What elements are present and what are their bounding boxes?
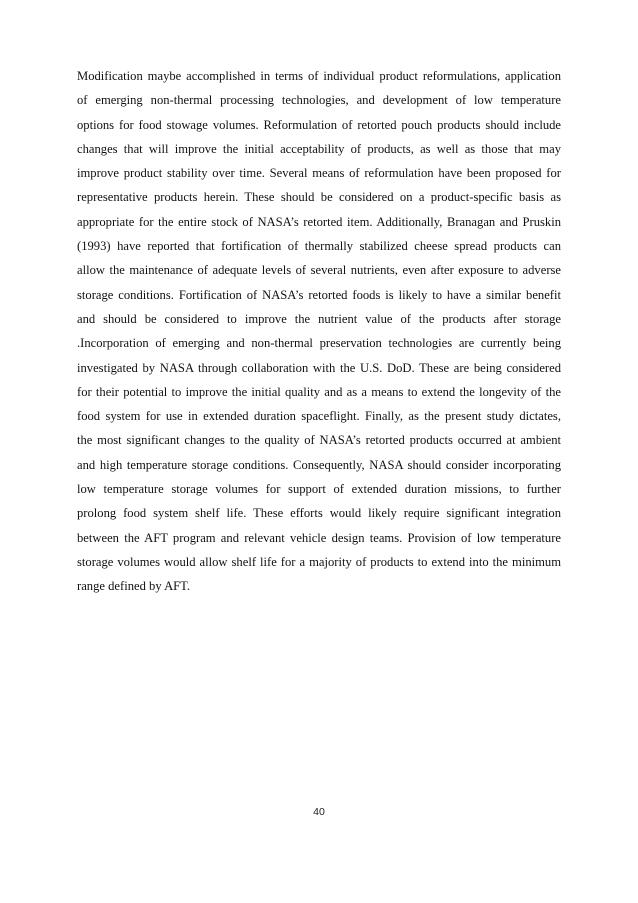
paragraph-line: between the AFT program and relevant vehicle design teams. Provision of low temperature [77,530,561,545]
paragraph-line: storage conditions. Fortification of NASA’s retorted foods is likely to have a similar benefit [77,287,561,302]
paragraph-line: Modification maybe accomplished in terms of individual product reformulations, application [77,69,561,83]
paragraph-line: storage volumes would allow shelf life for a majority of products to extend into the minimum [77,554,561,569]
page-number: 40 [313,806,325,818]
paragraph-line: allow the maintenance of adequate levels of several nutrients, even after exposure to adverse [77,263,561,278]
paragraph-line: improve product stability over time. Several means of reformulation have been proposed for [77,166,561,181]
body-paragraph [77,64,561,599]
paragraph-line: for their potential to improve the initial quality and as a means to extend the longevity of the [77,384,561,399]
paragraph-line: .Incorporation of emerging and non-thermal preservation technologies are currently being [77,336,561,351]
paragraph-line-last: range defined by AFT. [77,579,191,594]
paragraph-line: representative products herein. These should be considered on a product-specific basis as [77,190,561,205]
paragraph-line: changes that will improve the initial acceptability of products, as well as those that may [77,141,561,156]
paragraph-line: and should be considered to improve the nutrient value of the products after storage [77,311,561,326]
paragraph-line: (1993) have reported that fortification of thermally stabilized cheese spread products can [77,239,561,254]
paragraph-line: options for food stowage volumes. Reformulation of retorted pouch products should include [77,117,561,132]
paragraph-line: the most significant changes to the quality of NASA’s retorted products occurred at ambient [77,433,561,448]
paragraph-line: food system for use in extended duration spaceflight. Finally, as the present study dictates, [77,409,561,424]
paragraph-line: appropriate for the entire stock of NASA’s retorted item. Additionally, Branagan and Pruskin [77,214,561,229]
paragraph-line: and high temperature storage conditions. Consequently, NASA should consider incorporating [77,457,561,472]
paragraph-line: low temperature storage volumes for support of extended duration missions, to further [77,482,561,497]
paragraph-line: of emerging non-thermal processing technologies, and development of low temperature [77,93,561,108]
paragraph-line: prolong food system shelf life. These efforts would likely require significant integration [77,506,561,521]
paragraph-line: investigated by NASA through collaboration with the U.S. DoD. These are being considered [77,360,561,375]
